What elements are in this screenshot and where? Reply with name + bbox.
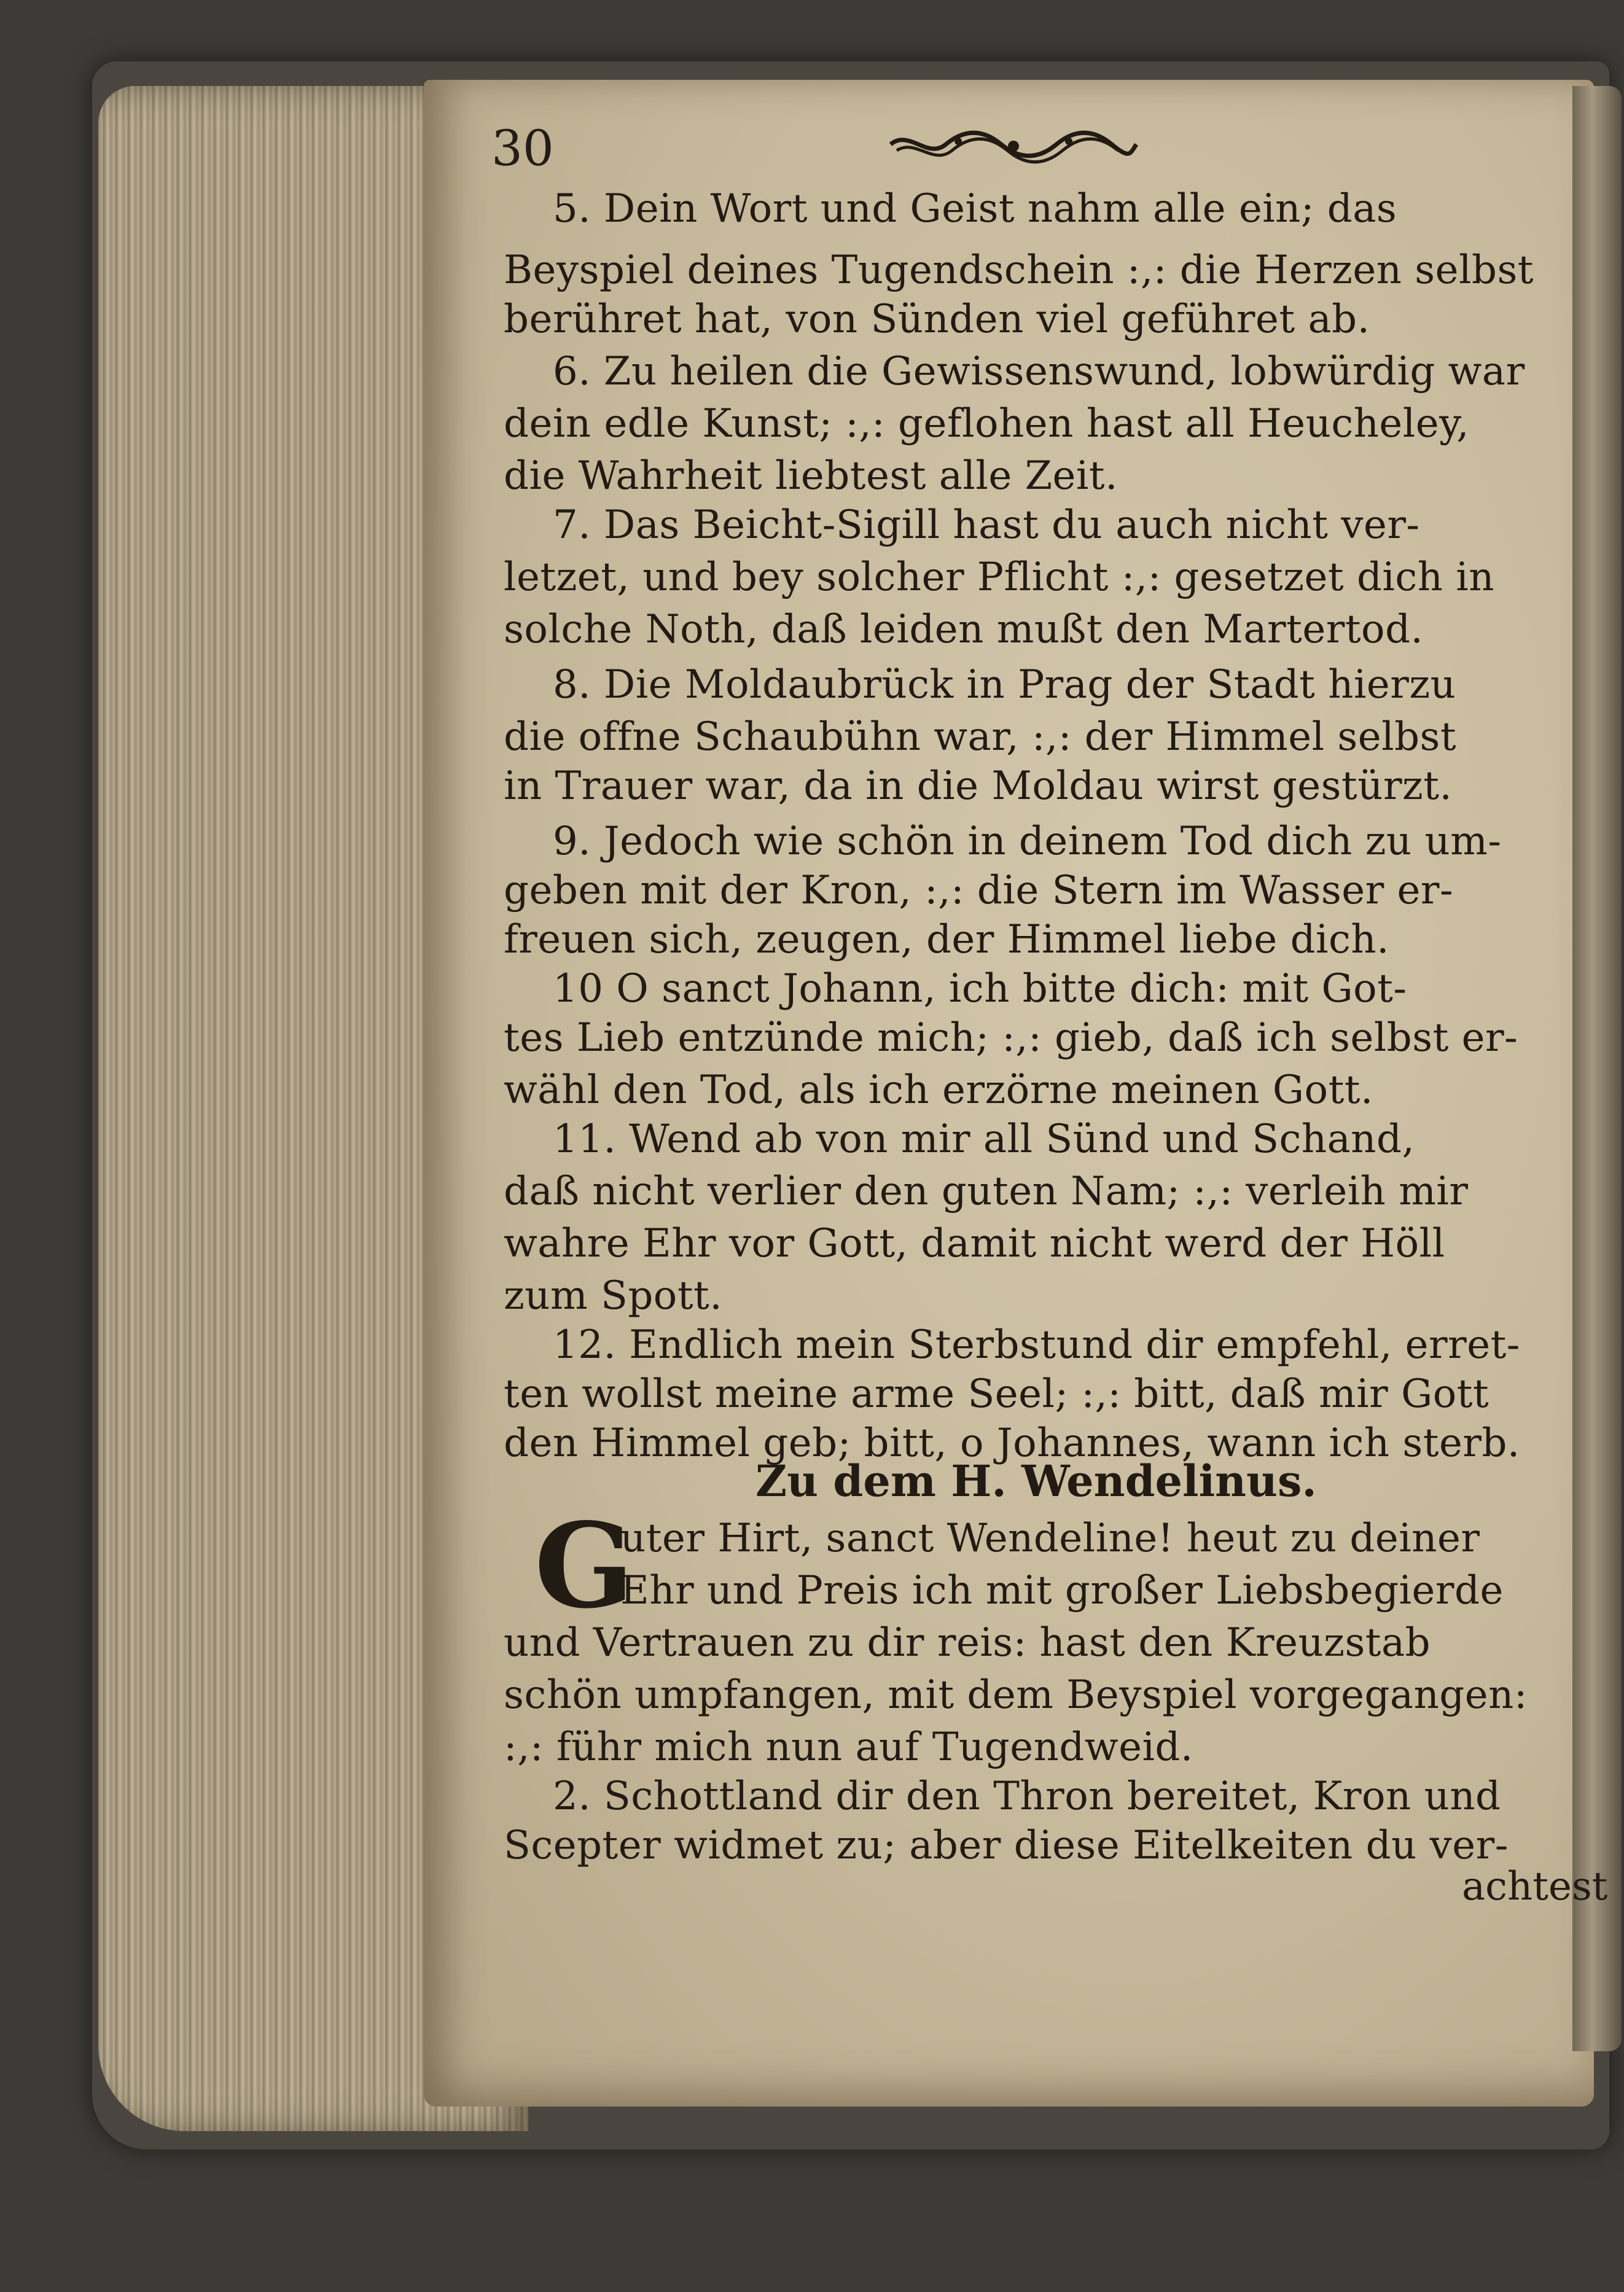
text-line: 9. Jedoch wie schön in deinem Tod dich zu um-	[553, 819, 1502, 864]
text-line: daß nicht verlier den guten Nam; :,: verleih mir	[504, 1169, 1469, 1214]
text-line: 2. Schottland dir den Thron bereitet, Kron und	[553, 1774, 1501, 1819]
text-line: dein edle Kunst; :,: geflohen hast all Heucheley,	[504, 401, 1470, 446]
section-heading: Zu dem H. Wendelinus.	[755, 1456, 1317, 1507]
text-line: Beyspiel deines Tugendschein :,: die Herzen selbst	[504, 248, 1534, 293]
text-line: freuen sich, zeugen, der Himmel liebe dich.	[504, 917, 1389, 962]
text-line: den Himmel geb; bitt, o Johannes, wann ich sterb.	[504, 1421, 1520, 1466]
text-line: 11. Wend ab von mir all Sünd und Schand,	[553, 1117, 1415, 1162]
text-line: 8. Die Moldaubrück in Prag der Stadt hierzu	[553, 662, 1456, 707]
text-line: geben mit der Kron, :,: die Stern im Wasser er-	[504, 868, 1454, 913]
text-line: uter Hirt, sanct Wendeline! heut zu deiner	[620, 1516, 1480, 1561]
text-line: wähl den Tod, als ich erzörne meinen Gott.	[504, 1067, 1373, 1113]
text-line: 6. Zu heilen die Gewissenswund, lobwürdig war	[553, 349, 1525, 394]
text-line: die Wahrheit liebtest alle Zeit.	[504, 453, 1118, 499]
text-line: zum Spott.	[504, 1273, 723, 1319]
text-line: Scepter widmet zu; aber diese Eitelkeiten du ver-	[504, 1823, 1509, 1868]
text-line: berühret hat, von Sünden viel geführet ab.	[504, 297, 1370, 342]
text-line: wahre Ehr vor Gott, damit nicht werd der Höll	[504, 1221, 1445, 1266]
text-line: solche Noth, daß leiden mußt den Martertod.	[504, 607, 1424, 652]
text-line: schön umpfangen, mit dem Beyspiel vorgegangen:	[504, 1672, 1528, 1718]
text-line: 10 O sanct Johann, ich bitte dich: mit Got-	[553, 966, 1407, 1012]
text-line: 5. Dein Wort und Geist nahm alle ein; das	[553, 186, 1397, 232]
page-number: 30	[491, 120, 554, 177]
drop-cap: G	[534, 1497, 634, 1634]
text-line: 12. Endlich mein Sterbstund dir empfehl, erret-	[553, 1322, 1520, 1368]
text-line: die offne Schaubühn war, :,: der Himmel selbst	[504, 714, 1457, 760]
text-line: tes Lieb entzünde mich; :,: gieb, daß ich selbst er-	[504, 1015, 1518, 1061]
catchword: achtest	[1462, 1864, 1608, 1909]
ornament-rule-icon	[884, 123, 1142, 166]
text-line: Ehr und Preis ich mit großer Liebsbegierde	[620, 1568, 1504, 1613]
text-line: 7. Das Beicht-Sigill hast du auch nicht ver-	[553, 502, 1420, 548]
text-line: und Vertrauen zu dir reis: hast den Kreuzstab	[504, 1620, 1431, 1666]
text-line: in Trauer war, da in die Moldau wirst gestürzt.	[504, 763, 1453, 809]
text-line: letzet, und bey solcher Pflicht :,: gesetzet dich in	[504, 555, 1494, 600]
facing-page-edge	[1572, 86, 1622, 2051]
text-line: :,: führ mich nun auf Tugendweid.	[504, 1725, 1193, 1770]
text-line: ten wollst meine arme Seel; :,: bitt, daß mir Gott	[504, 1371, 1489, 1417]
